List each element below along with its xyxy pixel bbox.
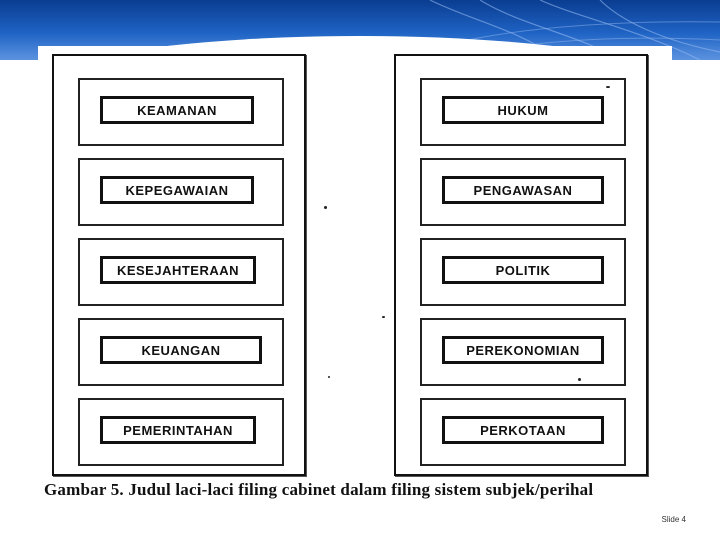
drawer-label: KEUANGAN bbox=[100, 336, 262, 364]
figure-caption: Gambar 5. Judul laci-laci filing cabinet dalam filing sistem subjek/perihal bbox=[44, 480, 594, 499]
drawer-kesejahteraan bbox=[78, 238, 284, 306]
drawer-keuangan bbox=[78, 318, 284, 386]
drawer-politik bbox=[420, 238, 626, 306]
drawer-hukum bbox=[420, 78, 626, 146]
drawer-label: KESEJAHTERAAN bbox=[100, 256, 256, 284]
drawer-kepegawaian bbox=[78, 158, 284, 226]
drawer-perekonomian bbox=[420, 318, 626, 386]
drawer-label: PENGAWASAN bbox=[442, 176, 604, 204]
drawer-perkotaan bbox=[420, 398, 626, 466]
drawer-label: PEREKONOMIAN bbox=[442, 336, 604, 364]
scan-speck bbox=[324, 206, 327, 209]
drawer-keamanan bbox=[78, 78, 284, 146]
slide-number: Slide 4 bbox=[661, 515, 686, 524]
right-filing-cabinet bbox=[394, 54, 648, 476]
filing-cabinet-figure bbox=[38, 46, 672, 516]
left-filing-cabinet bbox=[52, 54, 306, 476]
drawer-label: POLITIK bbox=[442, 256, 604, 284]
drawer-pengawasan bbox=[420, 158, 626, 226]
drawer-label: PERKOTAAN bbox=[442, 416, 604, 444]
drawer-pemerintahan bbox=[78, 398, 284, 466]
scan-speck bbox=[578, 378, 581, 381]
drawer-label: KEPEGAWAIAN bbox=[100, 176, 254, 204]
drawer-label: KEAMANAN bbox=[100, 96, 254, 124]
scan-speck bbox=[382, 316, 385, 318]
scan-speck bbox=[606, 86, 610, 88]
drawer-label: HUKUM bbox=[442, 96, 604, 124]
drawer-label: PEMERINTAHAN bbox=[100, 416, 256, 444]
scan-speck bbox=[328, 376, 330, 378]
